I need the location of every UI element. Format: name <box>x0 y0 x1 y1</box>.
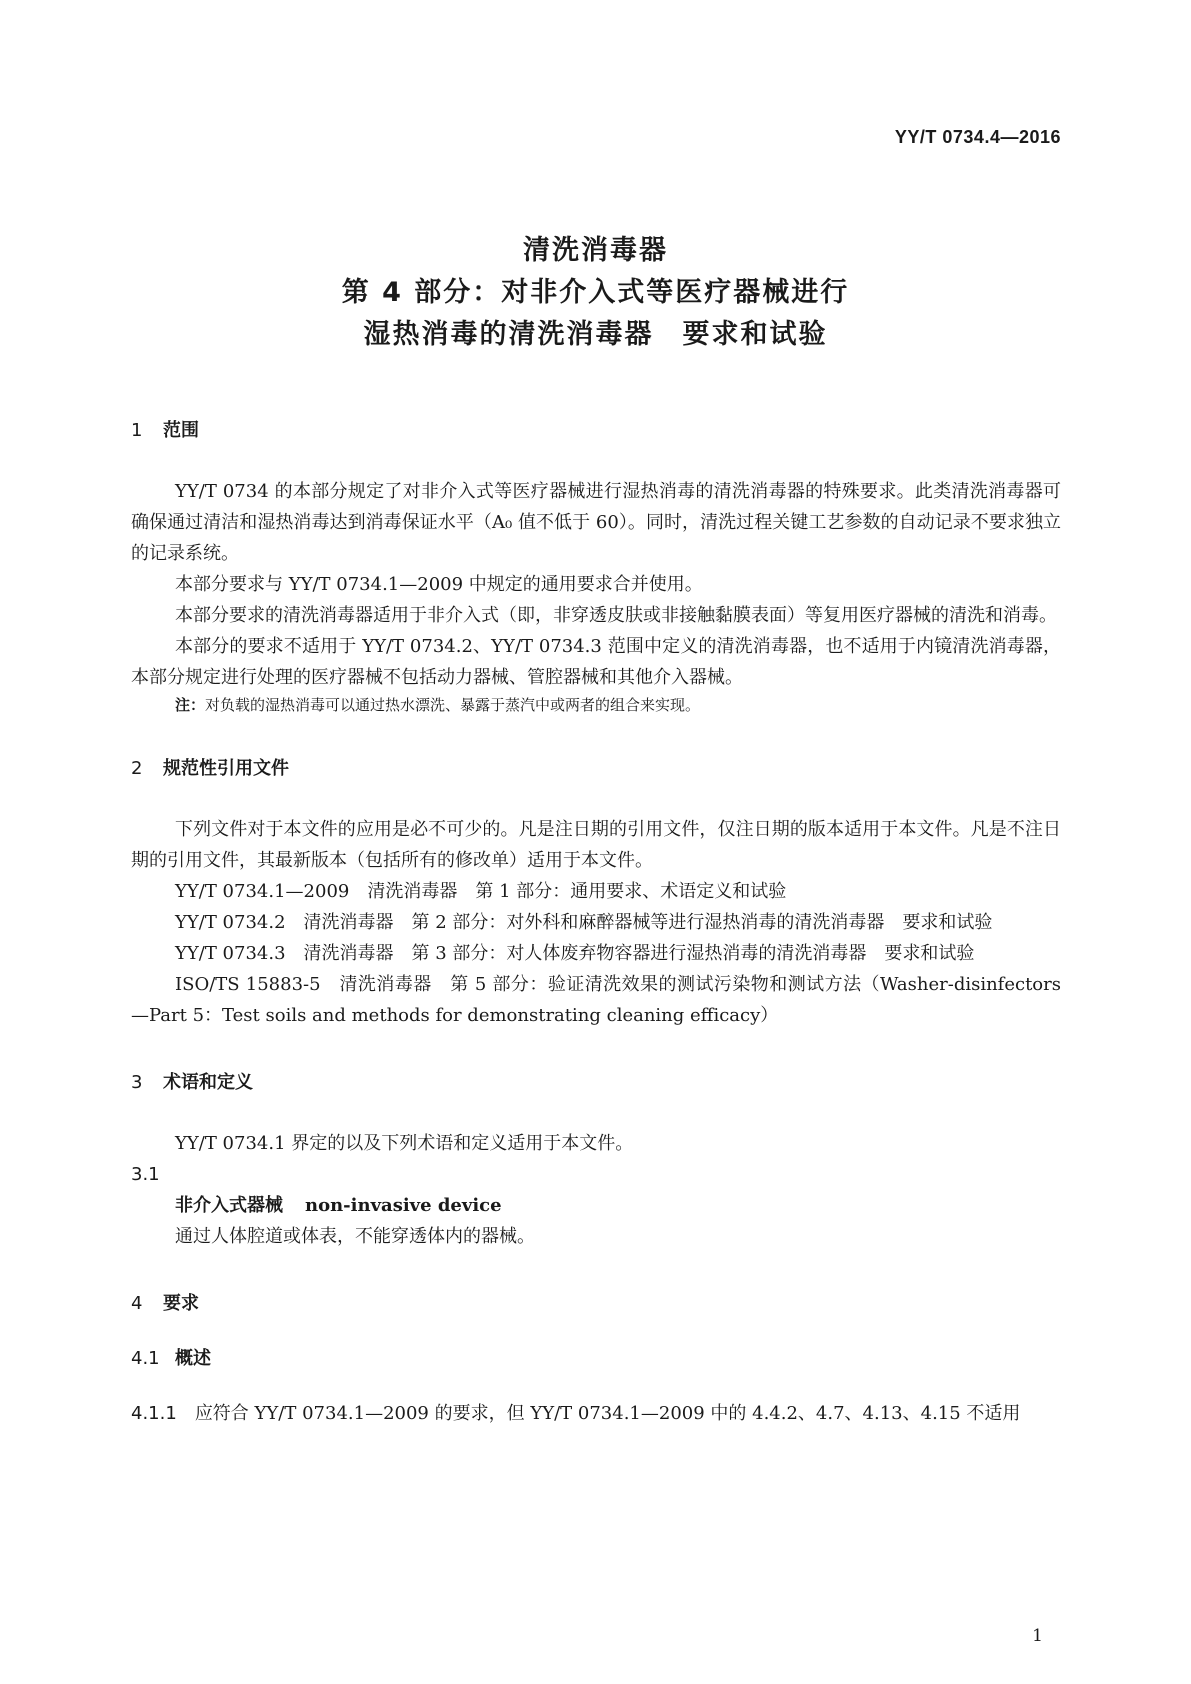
subsection-number: 4.1 <box>131 1348 160 1369</box>
reference-item: YY/T 0734.3 清洗消毒器 第 3 部分：对人体废弃物容器进行湿热消毒的清洗消毒器 要求和试验 <box>175 943 975 964</box>
section-number: 1 <box>131 420 143 441</box>
title-line-1: 清洗消毒器 <box>523 235 668 266</box>
section-3-heading <box>131 1067 1061 1098</box>
clause <box>131 1398 1061 1429</box>
paragraph: 本部分要求的清洗消毒器适用于非介入式（即，非穿透皮肤或非接触黏膜表面）等复用医疗器械的清洗和消毒。 <box>175 605 1057 626</box>
section-4-heading <box>131 1288 1061 1319</box>
subsection-4-1-heading <box>131 1343 1061 1374</box>
page-number: 1 <box>1032 1626 1043 1646</box>
paragraph: 本部分的要求不适用于 YY/T 0734.2、YY/T 0734.3 范围中定义的清洗消毒器，也不适用于内镜清洗消毒器，本部分规定进行处理的医疗器械不包括动力器械、管腔器械和其他介入器械。 <box>131 636 1061 688</box>
note-text: 对负载的湿热消毒可以通过热水漂洗、暴露于蒸汽中或两者的组合来实现。 <box>205 696 701 714</box>
term-definition: 通过人体腔道或体表，不能穿透体内的器械。 <box>175 1226 535 1247</box>
section-2-heading <box>131 753 1061 784</box>
note-label: 注： <box>175 696 206 714</box>
section-title: 规范性引用文件 <box>163 758 289 779</box>
section-number: 2 <box>131 758 143 779</box>
paragraph: 本部分要求与 YY/T 0734.1—2009 中规定的通用要求合并使用。 <box>175 574 703 595</box>
section-number: 3 <box>131 1072 143 1093</box>
subsection-title: 概述 <box>175 1348 211 1369</box>
title-line-3: 湿热消毒的清洗消毒器 要求和试验 <box>363 319 828 350</box>
note <box>131 693 1061 717</box>
title-line-2: 第 4 部分：对非介入式等医疗器械进行 <box>341 277 850 308</box>
section-title: 要求 <box>163 1293 199 1314</box>
clause-number: 4.1.1 <box>131 1403 177 1424</box>
section-title: 范围 <box>163 420 199 441</box>
paragraph: YY/T 0734.1 界定的以及下列术语和定义适用于本文件。 <box>175 1133 634 1154</box>
reference-item: YY/T 0734.2 清洗消毒器 第 2 部分：对外科和麻醉器械等进行湿热消毒的清洗消毒器 要求和试验 <box>175 912 993 933</box>
term-name-cn: 非介入式器械 <box>175 1195 283 1216</box>
section-title: 术语和定义 <box>163 1072 253 1093</box>
document-title <box>0 230 1191 356</box>
document-body <box>131 415 1061 1429</box>
paragraph: YY/T 0734 的本部分规定了对非介入式等医疗器械进行湿热消毒的清洗消毒器的特殊要求。此类清洗消毒器可确保通过清洁和湿热消毒达到消毒保证水平（A₀ 值不低于 60）。同时，清洗过程关键工艺参数的自动记录不要求独立的记录系统。 <box>131 481 1061 564</box>
paragraph: 下列文件对于本文件的应用是必不可少的。凡是注日期的引用文件，仅注日期的版本适用于本文件。凡是不注日期的引用文件，其最新版本（包括所有的修改单）适用于本文件。 <box>131 819 1061 871</box>
term-number: 3.1 <box>131 1164 160 1185</box>
reference-item: ISO/TS 15883-5 清洗消毒器 第 5 部分：验证清洗效果的测试污染物和测试方法（Washer-disinfectors—Part 5：Test soils and methods for demonstrating cleaning efficacy） <box>131 974 1061 1026</box>
section-1-heading <box>131 415 1061 446</box>
term-name-en: non-invasive device <box>305 1195 502 1216</box>
clause-text: 应符合 YY/T 0734.1—2009 的要求，但 YY/T 0734.1—2009 中的 4.4.2、4.7、4.13、4.15 不适用 <box>194 1403 1021 1424</box>
section-number: 4 <box>131 1293 143 1314</box>
standard-number: YY/T 0734.4—2016 <box>894 127 1061 147</box>
term-name <box>131 1190 1061 1221</box>
reference-item: YY/T 0734.1—2009 清洗消毒器 第 1 部分：通用要求、术语定义和试验 <box>175 881 787 902</box>
